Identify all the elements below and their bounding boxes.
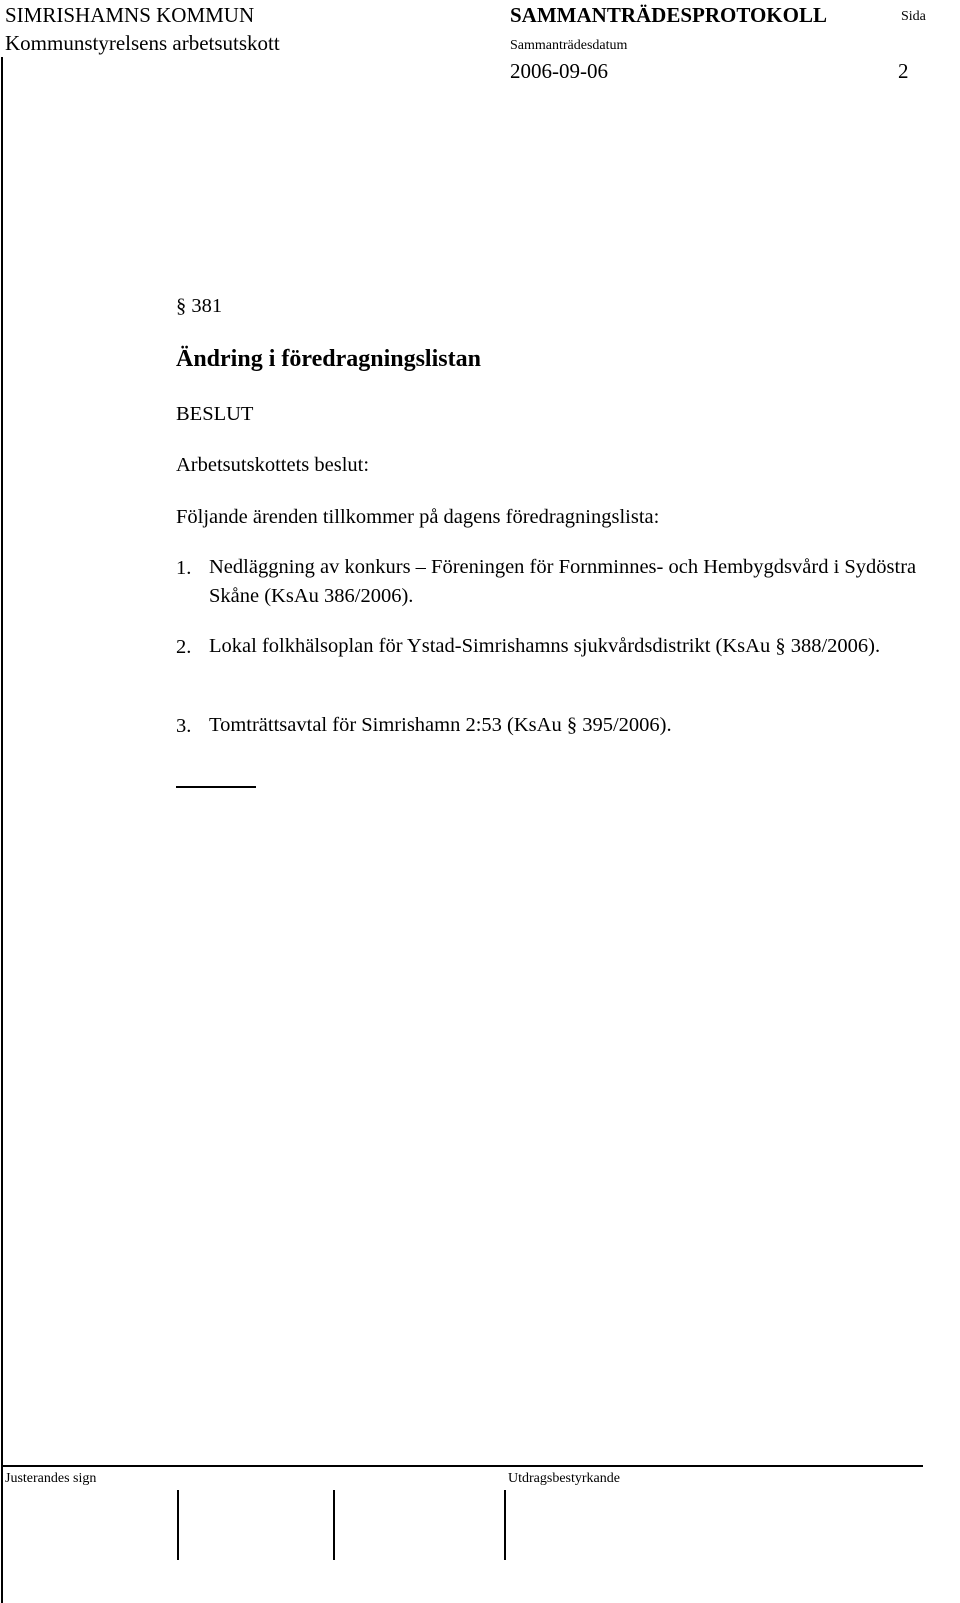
extract-certification-label: Utdragsbestyrkande	[508, 1471, 620, 1486]
item-number: 2.	[176, 636, 192, 658]
paragraph-sign: §	[176, 295, 187, 317]
left-margin-rule	[1, 57, 3, 1603]
list-item-text: 388/2006).	[785, 635, 881, 657]
committee-name: Kommunstyrelsens arbetsutskott	[5, 31, 280, 55]
meeting-date: 2006-09-06	[510, 59, 608, 83]
item-number: 1.	[176, 557, 192, 579]
adjuster-signature-label: Justerandes sign	[5, 1471, 97, 1486]
list-item-text: 395/2006).	[577, 714, 672, 736]
signature-box-divider	[504, 1490, 506, 1560]
list-item	[209, 632, 949, 661]
decision-heading: BESLUT	[176, 403, 254, 425]
paragraph-sign: §	[566, 714, 578, 736]
municipality-name: SIMRISHAMNS KOMMUN	[5, 3, 255, 27]
page-number: 2	[898, 59, 909, 83]
list-item-text: Tomträttsavtal för Simrishamn 2:53 (KsAu	[209, 714, 567, 736]
footer-rule	[1, 1465, 923, 1467]
section-end-rule	[176, 786, 256, 788]
section-number-value: 381	[191, 295, 223, 317]
page-label: Sida	[901, 9, 926, 24]
section-title: Ändring i föredragningslistan	[176, 346, 481, 372]
lead-text: Följande ärenden tillkommer på dagens föredragningslista:	[176, 506, 660, 528]
section-number	[176, 296, 222, 317]
list-item: Nedläggning av konkurs – Föreningen för Fornminnes- och Hembygdsvård i Sydöstra Skåne (KsAu 386/2006).	[209, 556, 917, 607]
list-item-text: Lokal folkhälsoplan för Ystad-Simrishamns sjukvårdsdistrikt (KsAu	[209, 635, 776, 657]
paragraph-sign: §	[775, 635, 786, 657]
signature-box-divider	[333, 1490, 335, 1560]
meeting-date-label: Sammanträdesdatum	[510, 38, 628, 53]
decision-intro: Arbetsutskottets beslut:	[176, 454, 370, 476]
signature-box-divider	[177, 1490, 179, 1560]
list-item	[209, 711, 949, 740]
document-type: SAMMANTRÄDESPROTOKOLL	[510, 3, 827, 27]
item-number: 3.	[176, 715, 192, 737]
